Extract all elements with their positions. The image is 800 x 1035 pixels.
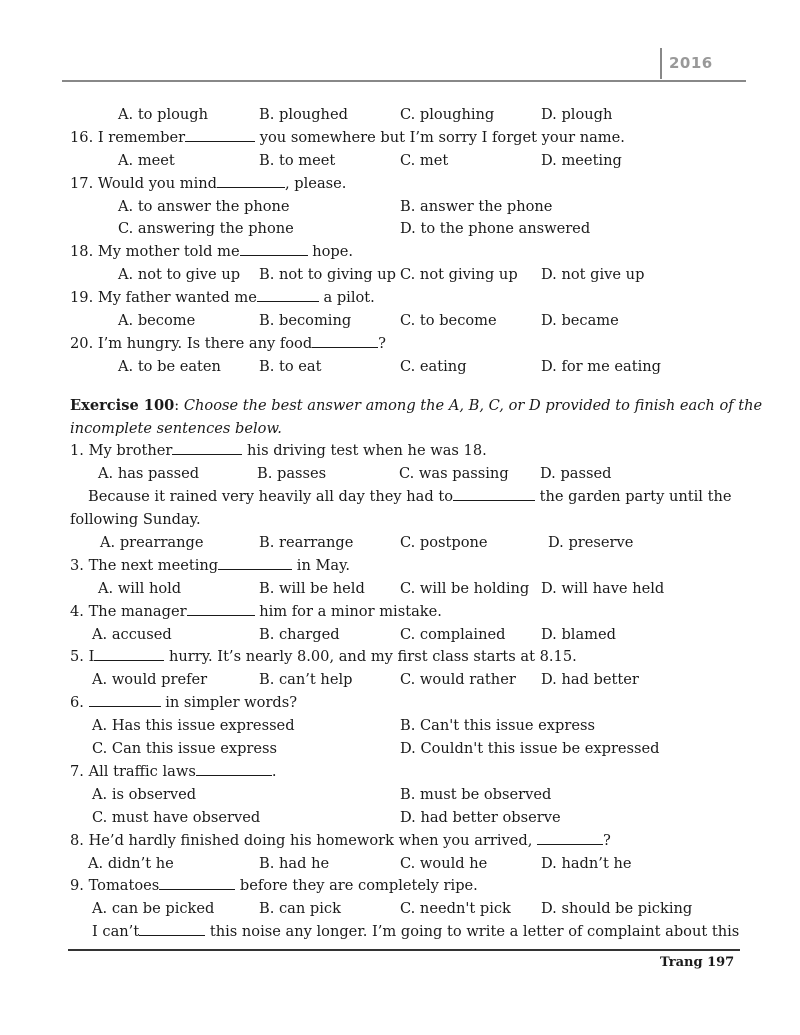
e8-option-a: A. didn’t he (88, 854, 174, 872)
e5-options (70, 669, 750, 692)
exercise-instruction-1: Choose the best answer among the A, B, C, or D provided to finish each of the (183, 396, 763, 414)
header-year: 2016 (669, 54, 713, 72)
e4-text-after: him for a minor mistake. (254, 602, 442, 620)
q20-stem (70, 333, 750, 356)
q19-text-before: 19. My father wanted me (70, 289, 257, 307)
e8-option-c: C. would he (400, 854, 488, 872)
q16-text-before: 16. I remember (70, 128, 186, 146)
e9-option-b: B. can pick (259, 900, 341, 918)
q15-option-c: C. ploughing (400, 106, 495, 123)
q16-stem (70, 127, 750, 150)
e5-option-a: A. would prefer (92, 671, 208, 689)
q17-stem (70, 173, 750, 196)
e1-text-before: 1. My brother (70, 442, 173, 460)
q16-options (70, 150, 750, 173)
q15-option-a: A. to plough (118, 106, 209, 123)
e2-options (70, 532, 750, 555)
e8-text-after: ? (603, 831, 611, 849)
e8-option-d: D. hadn’t he (541, 854, 632, 872)
e3-option-b: B. will be held (259, 579, 365, 597)
e5-stem (70, 646, 750, 669)
q17-text-after: , please. (285, 174, 347, 192)
e2-option-c: C. postpone (400, 534, 488, 552)
e3-option-d: D. will have held (541, 579, 665, 597)
header-divider-vertical (660, 48, 662, 79)
e7-option-b: B. must be observed (400, 785, 552, 803)
q18-options (70, 264, 750, 287)
q16-blank (185, 127, 255, 142)
q17-options-row1 (70, 196, 750, 219)
e10-blank (139, 921, 205, 936)
q18-text-after: hope. (307, 243, 354, 261)
header-rule (62, 80, 746, 82)
e5-text-before: 5. I (70, 648, 95, 666)
e2-stem-cont (70, 509, 750, 532)
e3-stem (70, 555, 750, 578)
e3-option-c: C. will be holding (400, 579, 530, 597)
q20-options (70, 356, 750, 379)
e9-option-c: C. needn't pick (400, 900, 511, 918)
e7-option-a: A. is observed (92, 785, 197, 803)
e5-text-after: hurry. It’s nearly 8.00, and my first class starts at 8.15. (164, 648, 577, 666)
e8-text-before: 8. He’d hardly finished doing his homework when you arrived, (70, 831, 538, 849)
e4-option-c: C. complained (400, 625, 506, 643)
e1-option-b: B. passes (257, 465, 327, 483)
e6-text-after: in simpler words? (160, 694, 298, 712)
e3-options (70, 578, 750, 601)
e3-text-after: in May. (292, 556, 351, 574)
q16-text-after: you somewhere but I’m sorry I forget your name. (255, 128, 625, 146)
section-spacer (70, 379, 750, 395)
e7-option-d: D. had better observe (400, 808, 561, 826)
e4-option-a: A. accused (92, 625, 172, 643)
page-number: Trang 197 (660, 955, 735, 970)
e10-text-after: this noise any longer. I’m going to write a letter of complaint about this (205, 923, 740, 941)
q18-blank (240, 241, 308, 256)
e2-text-after: the garden party until the (535, 488, 732, 506)
q16-option-c: C. met (400, 151, 449, 169)
q18-option-a: A. not to give up (118, 266, 241, 284)
q15-options (70, 104, 750, 127)
exercise-title: Exercise 100 (70, 396, 175, 414)
e4-options (70, 624, 750, 647)
e7-stem (70, 761, 750, 784)
e4-stem (70, 601, 750, 624)
e3-blank (218, 555, 292, 570)
q20-option-a: A. to be eaten (118, 357, 221, 375)
exercise-heading (70, 395, 763, 418)
e1-blank (172, 440, 242, 455)
e9-options (70, 898, 750, 921)
q17-option-d: D. to the phone answered (400, 220, 591, 238)
q19-option-a: A. become (118, 312, 196, 330)
e1-option-c: C. was passing (399, 465, 509, 483)
e4-option-d: D. blamed (541, 625, 616, 643)
e5-option-c: C. would rather (400, 671, 516, 689)
q19-blank (257, 287, 319, 302)
q18-option-c: C. not giving up (400, 266, 518, 284)
e4-option-b: B. charged (259, 625, 340, 643)
e2-stem (70, 486, 750, 509)
q20-option-c: C. eating (400, 357, 467, 375)
footer-rule (68, 949, 740, 951)
q19-options (70, 310, 750, 333)
q18-option-d: D. not give up (541, 266, 645, 284)
e7-text-after: . (271, 762, 277, 780)
e7-options-row1 (70, 784, 750, 807)
q18-stem (70, 241, 750, 264)
q19-text-after: a pilot. (318, 289, 375, 307)
e5-option-d: D. had better (541, 671, 639, 689)
exercise-instruction-2: incomplete sentences below. (70, 419, 282, 437)
exercise-instruction-line2 (70, 418, 750, 441)
e6-options-row2 (70, 738, 750, 761)
e1-options (70, 463, 750, 486)
e3-option-a: A. will hold (98, 579, 182, 597)
q15-option-d: D. plough (541, 106, 613, 123)
e6-option-d: D. Couldn't this issue be expressed (400, 740, 660, 758)
q18-text-before: 18. My mother told me (70, 243, 240, 261)
q17-blank (217, 173, 285, 188)
e4-blank (187, 601, 255, 616)
e2-text-continued: following Sunday. (70, 511, 201, 529)
e6-text-before: 6. (70, 694, 89, 712)
e8-blank (537, 830, 603, 845)
e9-option-a: A. can be picked (92, 900, 215, 918)
e9-text-before: 9. Tomatoes (70, 877, 160, 895)
q20-text-before: 20. I’m hungry. Is there any food (70, 334, 313, 352)
e1-stem (70, 440, 750, 463)
e6-option-c: C. Can this issue express (92, 740, 278, 758)
q17-option-a: A. to answer the phone (118, 197, 290, 215)
e2-option-d: D. preserve (548, 534, 634, 552)
e9-blank (159, 875, 235, 890)
e10-text-before: I can’t (92, 923, 140, 941)
e6-stem (70, 692, 750, 715)
e7-blank (196, 761, 272, 776)
e9-text-after: before they are completely ripe. (235, 877, 478, 895)
e7-text-before: 7. All traffic laws (70, 762, 196, 780)
q19-option-c: C. to become (400, 312, 497, 330)
q19-stem (70, 287, 750, 310)
e1-option-d: D. passed (540, 465, 612, 483)
e2-option-b: B. rearrange (259, 534, 354, 552)
q17-text-before: 17. Would you mind (70, 174, 218, 192)
e2-option-a: A. prearrange (100, 534, 204, 552)
q17-options-row2 (70, 218, 750, 241)
e6-option-b: B. Can't this issue express (400, 717, 595, 735)
worksheet-body (70, 104, 763, 944)
e4-text-before: 4. The manager (70, 602, 187, 620)
e1-text-after: his driving test when he was 18. (242, 442, 487, 460)
e7-options-row2 (70, 807, 750, 830)
e2-blank (453, 486, 535, 501)
e7-option-c: C. must have observed (92, 808, 261, 826)
q20-blank (312, 333, 378, 348)
e6-blank (89, 692, 161, 707)
q17-option-c: C. answering the phone (118, 220, 294, 238)
q19-option-b: B. becoming (259, 312, 352, 330)
e6-option-a: A. Has this issue expressed (92, 717, 295, 735)
q19-option-d: D. became (541, 312, 619, 330)
e6-options-row1 (70, 715, 750, 738)
q17-option-b: B. answer the phone (400, 197, 553, 215)
q18-option-b: B. not to giving up (259, 266, 397, 284)
q20-option-d: D. for me eating (541, 357, 661, 375)
q20-option-b: B. to eat (259, 357, 322, 375)
e1-option-a: A. has passed (98, 465, 200, 483)
q20-text-after: ? (378, 334, 386, 352)
e10-stem (70, 921, 750, 944)
e8-options (70, 853, 750, 876)
e8-option-b: B. had he (259, 854, 330, 872)
e3-text-before: 3. The next meeting (70, 556, 219, 574)
e9-stem (70, 875, 750, 898)
e5-blank (94, 646, 164, 661)
q16-option-d: D. meeting (541, 151, 622, 169)
q16-option-a: A. meet (118, 151, 175, 169)
e9-option-d: D. should be picking (541, 900, 693, 918)
q15-option-b: B. ploughed (259, 106, 348, 123)
exercise-separator: : (174, 396, 184, 414)
e5-option-b: B. can’t help (259, 671, 353, 689)
e2-text-before: Because it rained very heavily all day they had to (88, 488, 453, 506)
q16-option-b: B. to meet (259, 151, 336, 169)
e8-stem (70, 830, 750, 853)
